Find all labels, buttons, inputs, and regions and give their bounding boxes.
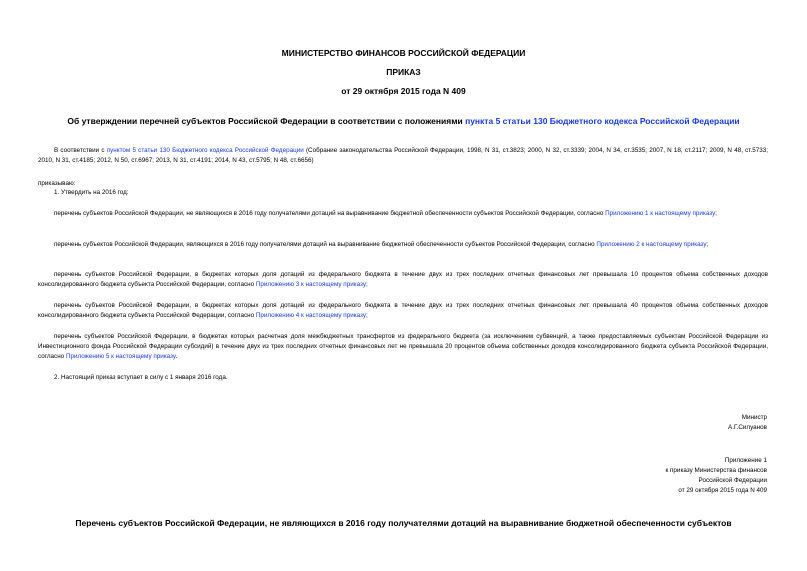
list-item-end: ;	[366, 312, 368, 319]
item-2: 2. Настоящий приказ вступает в силу с 1 января 2016 года.	[54, 374, 228, 381]
list-item	[38, 270, 768, 290]
order-title-text: Об утверждении перечней субъектов Российской Федерации в соответствии с положениями	[67, 116, 466, 126]
annex-5-link[interactable]: Приложению 5 к настоящему приказу	[65, 353, 176, 360]
annex-ref-line: Российской Федерации	[698, 477, 767, 484]
annex-ref-line: к приказу Министерства финансов	[665, 467, 767, 474]
annex-2-link[interactable]: Приложению 2 к настоящему приказу	[596, 241, 707, 248]
list-item-text: перечень субъектов Российской Федерации, являющихся в 2016 году получателями дотаций на выравнивание бюджетной обеспеченности субъектов Российской Федерации, согласно	[54, 241, 597, 248]
annex-header	[666, 456, 767, 496]
order-title	[0, 116, 807, 126]
item-1: 1. Утвердить на 2016 год:	[54, 189, 129, 196]
list-item-end: .	[175, 353, 178, 360]
list-item	[38, 240, 768, 250]
preamble-law-link[interactable]: пунктом 5 статьи 130 Бюджетного кодекса Российской Федерации	[106, 147, 304, 154]
signatory-name: А.Г.Силуанов	[728, 424, 767, 431]
list-item-text: перечень субъектов Российской Федерации, в бюджетах которых доля дотаций из федерального бюджета в течение двух из трех последних отчетных финансовых лет превышала 40 процентов объема собственных доходов консолидированного бюджета субъекта Российской Федерации, согласно	[38, 302, 768, 319]
preamble-paragraph	[38, 146, 768, 166]
signature-block	[728, 413, 767, 433]
annex-1-link[interactable]: Приложению 1 к настоящему приказу	[605, 210, 716, 217]
order-date: от 29 октября 2015 года N 409	[341, 86, 466, 96]
title-law-link[interactable]: пункта 5 статьи 130 Бюджетного кодекса Российской Федерации	[465, 116, 740, 126]
annex-ref-date: от 29 октября 2015 года N 409	[678, 487, 767, 494]
annex-number: Приложение 1	[724, 457, 767, 464]
list-item	[38, 301, 768, 321]
doc-type-heading: ПРИКАЗ	[386, 67, 421, 77]
annex-4-link[interactable]: Приложению 4 к настоящему приказу	[255, 312, 366, 319]
list-item-end: ;	[706, 241, 709, 248]
list-item-text: перечень субъектов Российской Федерации, в бюджетах которых расчетная доля межбюджетных трансфертов из федерального бюджета (за исключением субвенций, а также предоставляемых субъектам Российской Федерации из Инвестиционного фонда Российской Федерации субсидий) в течение двух из трех последних отчетных финансовых лет не превышала 20 процентов объема собственных доходов консолидированного бюджета субъекта Российской Федерации, согласно	[38, 333, 768, 360]
list-item-text: перечень субъектов Российской Федерации, в бюджетах которых доля дотаций из федерального бюджета в течение двух из трех последних отчетных финансовых лет превышала 10 процентов объема собственных доходов консолидированного бюджета субъекта Российской Федерации, согласно	[38, 271, 768, 288]
list-item-text: перечень субъектов Российской Федерации, не являющихся в 2016 году получателями дотаций на выравнивание бюджетной обеспеченности субъектов Российской Федерации, согласно	[54, 210, 606, 217]
list-item-end: ;	[366, 281, 368, 288]
order-word: приказываю:	[38, 180, 76, 187]
annex-3-link[interactable]: Приложению 3 к настоящему приказу	[255, 281, 366, 288]
list-item	[38, 332, 768, 362]
list-item	[38, 209, 768, 219]
preamble-text-start: В соответствии с	[54, 147, 107, 154]
preamble-text-end: (Собрание законодательства Российской Федерации, 1998, N 31, ст.3823; 2000, N 32, ст.3339; 2004, N 34, ст.3535; 2007, N 18, ст.2117; 2009, N 48, ст.5733; 2010, N 31, ст.4185; 2012, N 50, ст.6967; 2013, N 31, ст.4191; 2014, N 43, ст.5795; N 48, ст.6656)	[38, 147, 768, 164]
list-item-end: ;	[715, 210, 717, 217]
annex-title: Перечень субъектов Российской Федерации, не являющихся в 2016 году получателями дотаций на выравнивание бюджетной обеспеченности субъектов	[75, 518, 732, 528]
ministry-heading: МИНИСТЕРСТВО ФИНАНСОВ РОССИЙСКОЙ ФЕДЕРАЦИИ	[281, 48, 526, 58]
signatory-position: Министр	[741, 414, 767, 421]
